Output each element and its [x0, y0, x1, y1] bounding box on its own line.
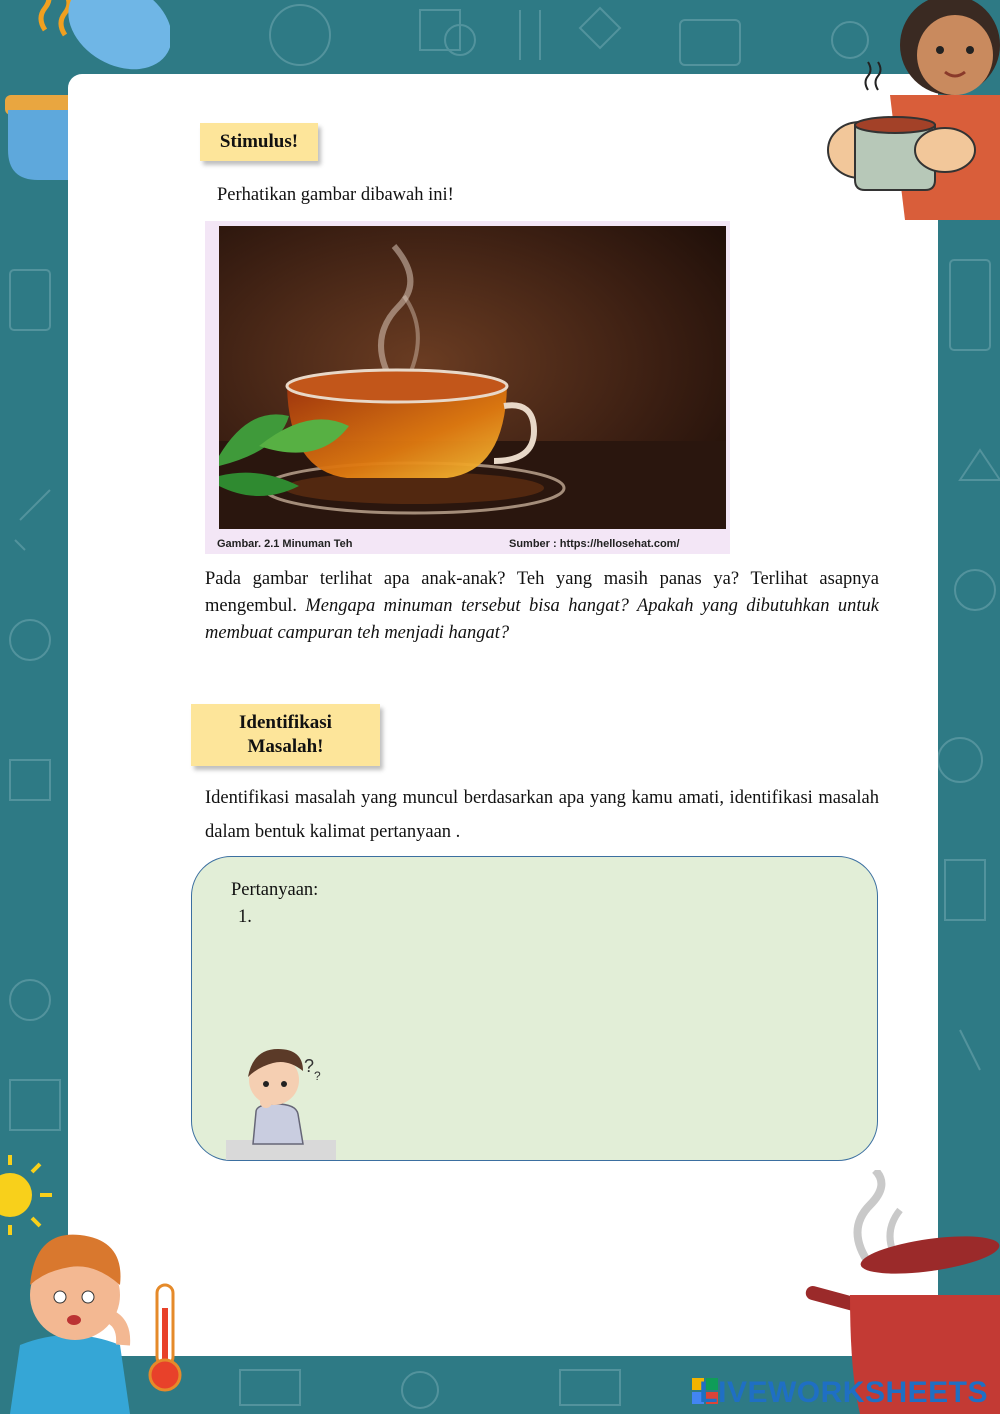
- stimulus-paragraph: [205, 566, 879, 647]
- tea-figure: [205, 221, 730, 554]
- figure-caption-left: Gambar. 2.1 Minuman Teh: [217, 538, 353, 550]
- paragraph-italic-text: Mengapa minuman tersebut bisa hangat? Apakah yang dibutuhkan untuk membuat campuran teh menjadi hangat?: [205, 596, 880, 643]
- thinking-boy-illustration: [226, 1042, 336, 1160]
- identifikasi-label: [191, 704, 380, 766]
- svg-text:?: ?: [304, 1056, 315, 1076]
- stimulus-instruction: Perhatikan gambar dibawah ini!: [217, 185, 454, 205]
- sick-boy-illustration: [10, 1225, 140, 1414]
- tea-cup-photo: [219, 226, 726, 529]
- answer-item-number: 1.: [238, 907, 252, 927]
- thermometer-icon: [145, 1283, 185, 1393]
- girl-with-cup-illustration: [820, 0, 1000, 220]
- figure-caption-source: Sumber : https://hellosehat.com/: [509, 538, 680, 550]
- identifikasi-label-line2: Masalah!: [247, 736, 324, 757]
- paragraph-normal-text: Pada gambar terlihat apa anak-anak? Teh yang masih panas ya? Terlihat asapnya mengembul.: [205, 569, 879, 616]
- identifikasi-label-line1: Identifikasi: [239, 712, 332, 733]
- identifikasi-instruction: Identifikasi masalah yang muncul berdasarkan apa yang kamu amati, identifikasi masalah dalam bentuk kalimat pertanyaan .: [205, 788, 879, 842]
- stimulus-label: Stimulus!: [200, 123, 318, 161]
- answer-heading: Pertanyaan:: [231, 880, 319, 900]
- svg-text:?: ?: [314, 1069, 321, 1083]
- liveworksheets-watermark: LIVEWORKSHEETS: [699, 1376, 988, 1409]
